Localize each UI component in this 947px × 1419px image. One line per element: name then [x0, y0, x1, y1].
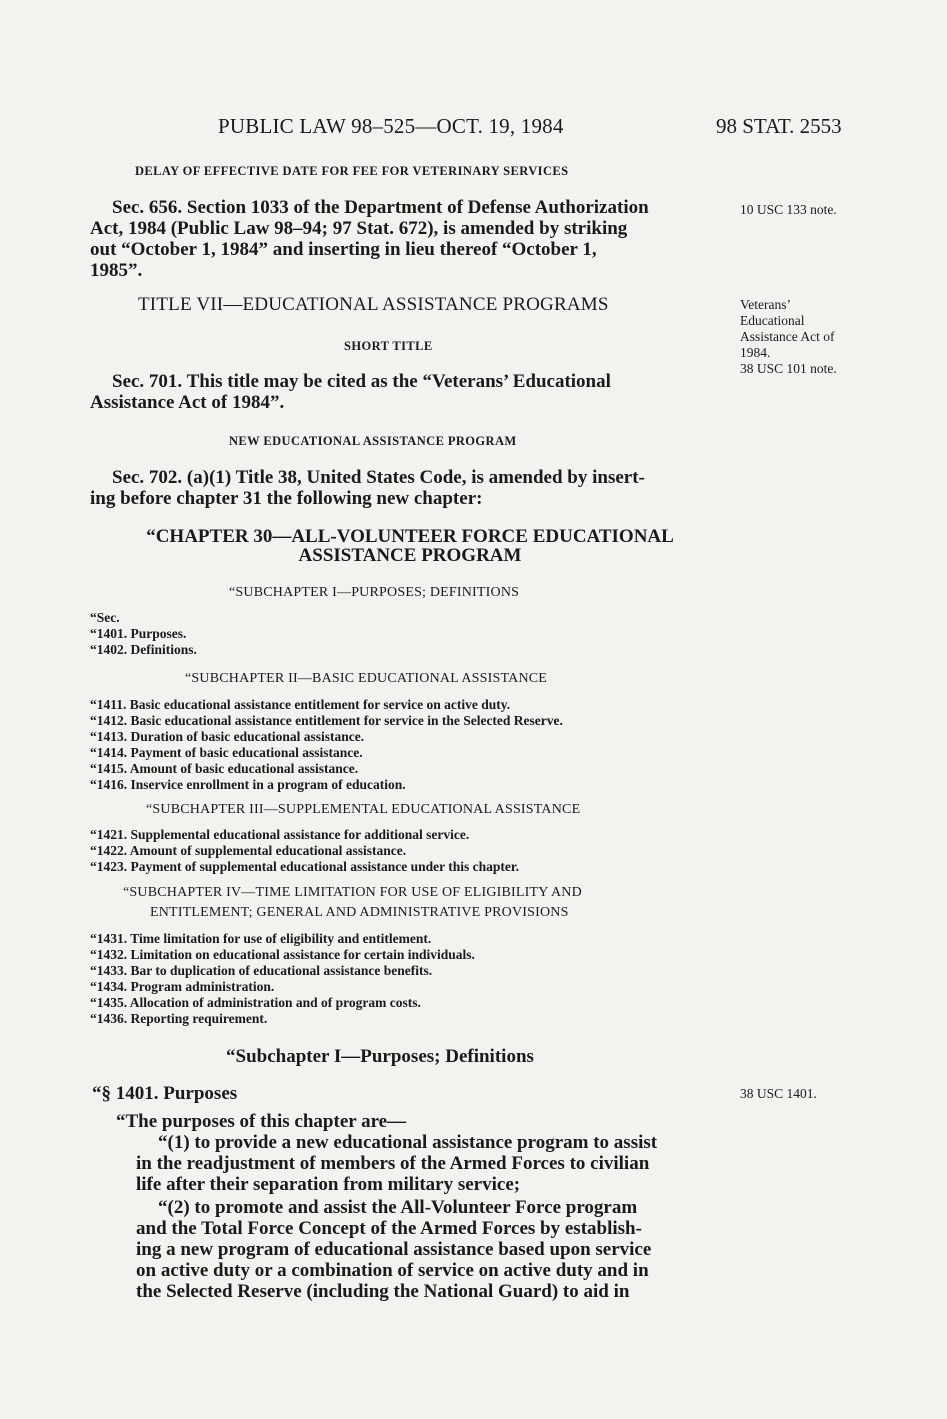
subchapter-iii-heading: “SUBCHAPTER III—SUPPLEMENTAL EDUCATIONAL ASSISTANCE: [146, 802, 581, 817]
para-line: life after their separation from military service;: [136, 1174, 521, 1195]
subchapter-ii-toc: [90, 697, 563, 793]
toc-item: “1434. Program administration.: [90, 979, 275, 994]
toc-item: “1415. Amount of basic educational assistance.: [90, 761, 359, 776]
subchapter-iv-heading-1: “SUBCHAPTER IV—TIME LIMITATION FOR USE OF ELIGIBILITY AND: [123, 885, 582, 900]
subchapter-iii-toc: [90, 827, 519, 875]
subchapter-i-toc: [90, 610, 197, 658]
title-vii-heading: TITLE VII—EDUCATIONAL ASSISTANCE PROGRAMS: [138, 294, 609, 315]
sec702-line: Sec. 702. (a)(1) Title 38, United States Code, is amended by insert-: [112, 467, 645, 488]
margin-line: Assistance Act of: [740, 329, 835, 344]
subchapter-iv-toc: [90, 931, 475, 1027]
sec656-line-4: 1985”.: [90, 260, 143, 281]
sec656-line-1: Sec. 656. Section 1033 of the Department of Defense Authorization: [112, 197, 649, 218]
toc-item: “Sec.: [90, 610, 120, 625]
toc-item: “1436. Reporting requirement.: [90, 1011, 268, 1026]
sec702-line: ing before chapter 31 the following new chapter:: [90, 488, 483, 509]
para-line: “(2) to promote and assist the All-Volunteer Force program: [158, 1197, 638, 1218]
toc-item: “1421. Supplemental educational assistance for additional service.: [90, 827, 470, 842]
new-program-heading: NEW EDUCATIONAL ASSISTANCE PROGRAM: [229, 434, 517, 448]
sec701-line: Assistance Act of 1984”.: [90, 392, 285, 413]
toc-item: “1411. Basic educational assistance entitlement for service on active duty.: [90, 697, 511, 712]
para-line: the Selected Reserve (including the National Guard) to aid in: [136, 1281, 630, 1302]
chapter-30-line: ASSISTANCE PROGRAM: [298, 545, 522, 566]
title-vii-margin-note: [740, 297, 837, 377]
short-title-heading: SHORT TITLE: [344, 339, 433, 353]
sec656-line-3: out “October 1, 1984” and inserting in lieu thereof “October 1,: [90, 239, 597, 260]
sec1401-heading: “§ 1401. Purposes: [92, 1083, 238, 1104]
sec656-heading: DELAY OF EFFECTIVE DATE FOR FEE FOR VETERINARY SERVICES: [135, 164, 569, 178]
toc-item: “1416. Inservice enrollment in a program of education.: [90, 777, 406, 792]
subchapter-i-heading: “SUBCHAPTER I—PURPOSES; DEFINITIONS: [229, 585, 520, 600]
toc-item: “1432. Limitation on educational assistance for certain individuals.: [90, 947, 475, 962]
chapter-30-line: “CHAPTER 30—ALL-VOLUNTEER FORCE EDUCATIONAL: [146, 526, 674, 547]
sec1401-para-2: [136, 1197, 736, 1302]
sec702-body: [90, 467, 730, 509]
toc-item: “1422. Amount of supplemental educational assistance.: [90, 843, 407, 858]
toc-item: “1401. Purposes.: [90, 626, 187, 641]
margin-line: 38 USC 101 note.: [740, 361, 837, 376]
running-header-left: PUBLIC LAW 98–525—OCT. 19, 1984: [218, 114, 564, 138]
toc-item: “1435. Allocation of administration and of program costs.: [90, 995, 421, 1010]
margin-line: 1984.: [740, 345, 771, 360]
margin-line: Educational: [740, 313, 805, 328]
sec656-margin-note: 10 USC 133 note.: [740, 202, 837, 217]
sec1401-margin-note: 38 USC 1401.: [740, 1086, 817, 1101]
margin-line: Veterans’: [740, 297, 791, 312]
toc-item: “1423. Payment of supplemental educational assistance under this chapter.: [90, 859, 520, 874]
para-line: “(1) to provide a new educational assistance program to assist: [158, 1132, 658, 1153]
toc-item: “1413. Duration of basic educational assistance.: [90, 729, 365, 744]
para-line: ing a new program of educational assistance based upon service: [136, 1239, 652, 1260]
toc-item: “1412. Basic educational assistance entitlement for service in the Selected Reserve.: [90, 713, 563, 728]
para-line: on active duty or a combination of service on active duty and in: [136, 1260, 649, 1281]
page-stat-number: 98 STAT. 2553: [716, 114, 842, 138]
sec1401-para-1: [136, 1132, 736, 1195]
subchapter-ii-heading: “SUBCHAPTER II—BASIC EDUCATIONAL ASSISTANCE: [185, 671, 548, 686]
sec1401-intro: “The purposes of this chapter are—: [116, 1111, 407, 1132]
sec656-line-2: Act, 1984 (Public Law 98–94; 97 Stat. 672), is amended by striking: [90, 218, 628, 239]
sec701-line: Sec. 701. This title may be cited as the “Veterans’ Educational: [112, 371, 611, 392]
toc-item: “1402. Definitions.: [90, 642, 197, 657]
para-line: in the readjustment of members of the Armed Forces to civilian: [136, 1153, 650, 1174]
sec701-body: [90, 371, 730, 413]
subchapter-i-text-heading: “Subchapter I—Purposes; Definitions: [226, 1046, 534, 1067]
toc-item: “1431. Time limitation for use of eligibility and entitlement.: [90, 931, 432, 946]
toc-item: “1433. Bar to duplication of educational assistance benefits.: [90, 963, 433, 978]
toc-item: “1414. Payment of basic educational assistance.: [90, 745, 363, 760]
chapter-30-title: [90, 527, 730, 565]
para-line: and the Total Force Concept of the Armed Forces by establish-: [136, 1218, 642, 1239]
sec656-body: [90, 197, 730, 281]
subchapter-iv-heading-2: ENTITLEMENT; GENERAL AND ADMINISTRATIVE PROVISIONS: [150, 905, 569, 920]
